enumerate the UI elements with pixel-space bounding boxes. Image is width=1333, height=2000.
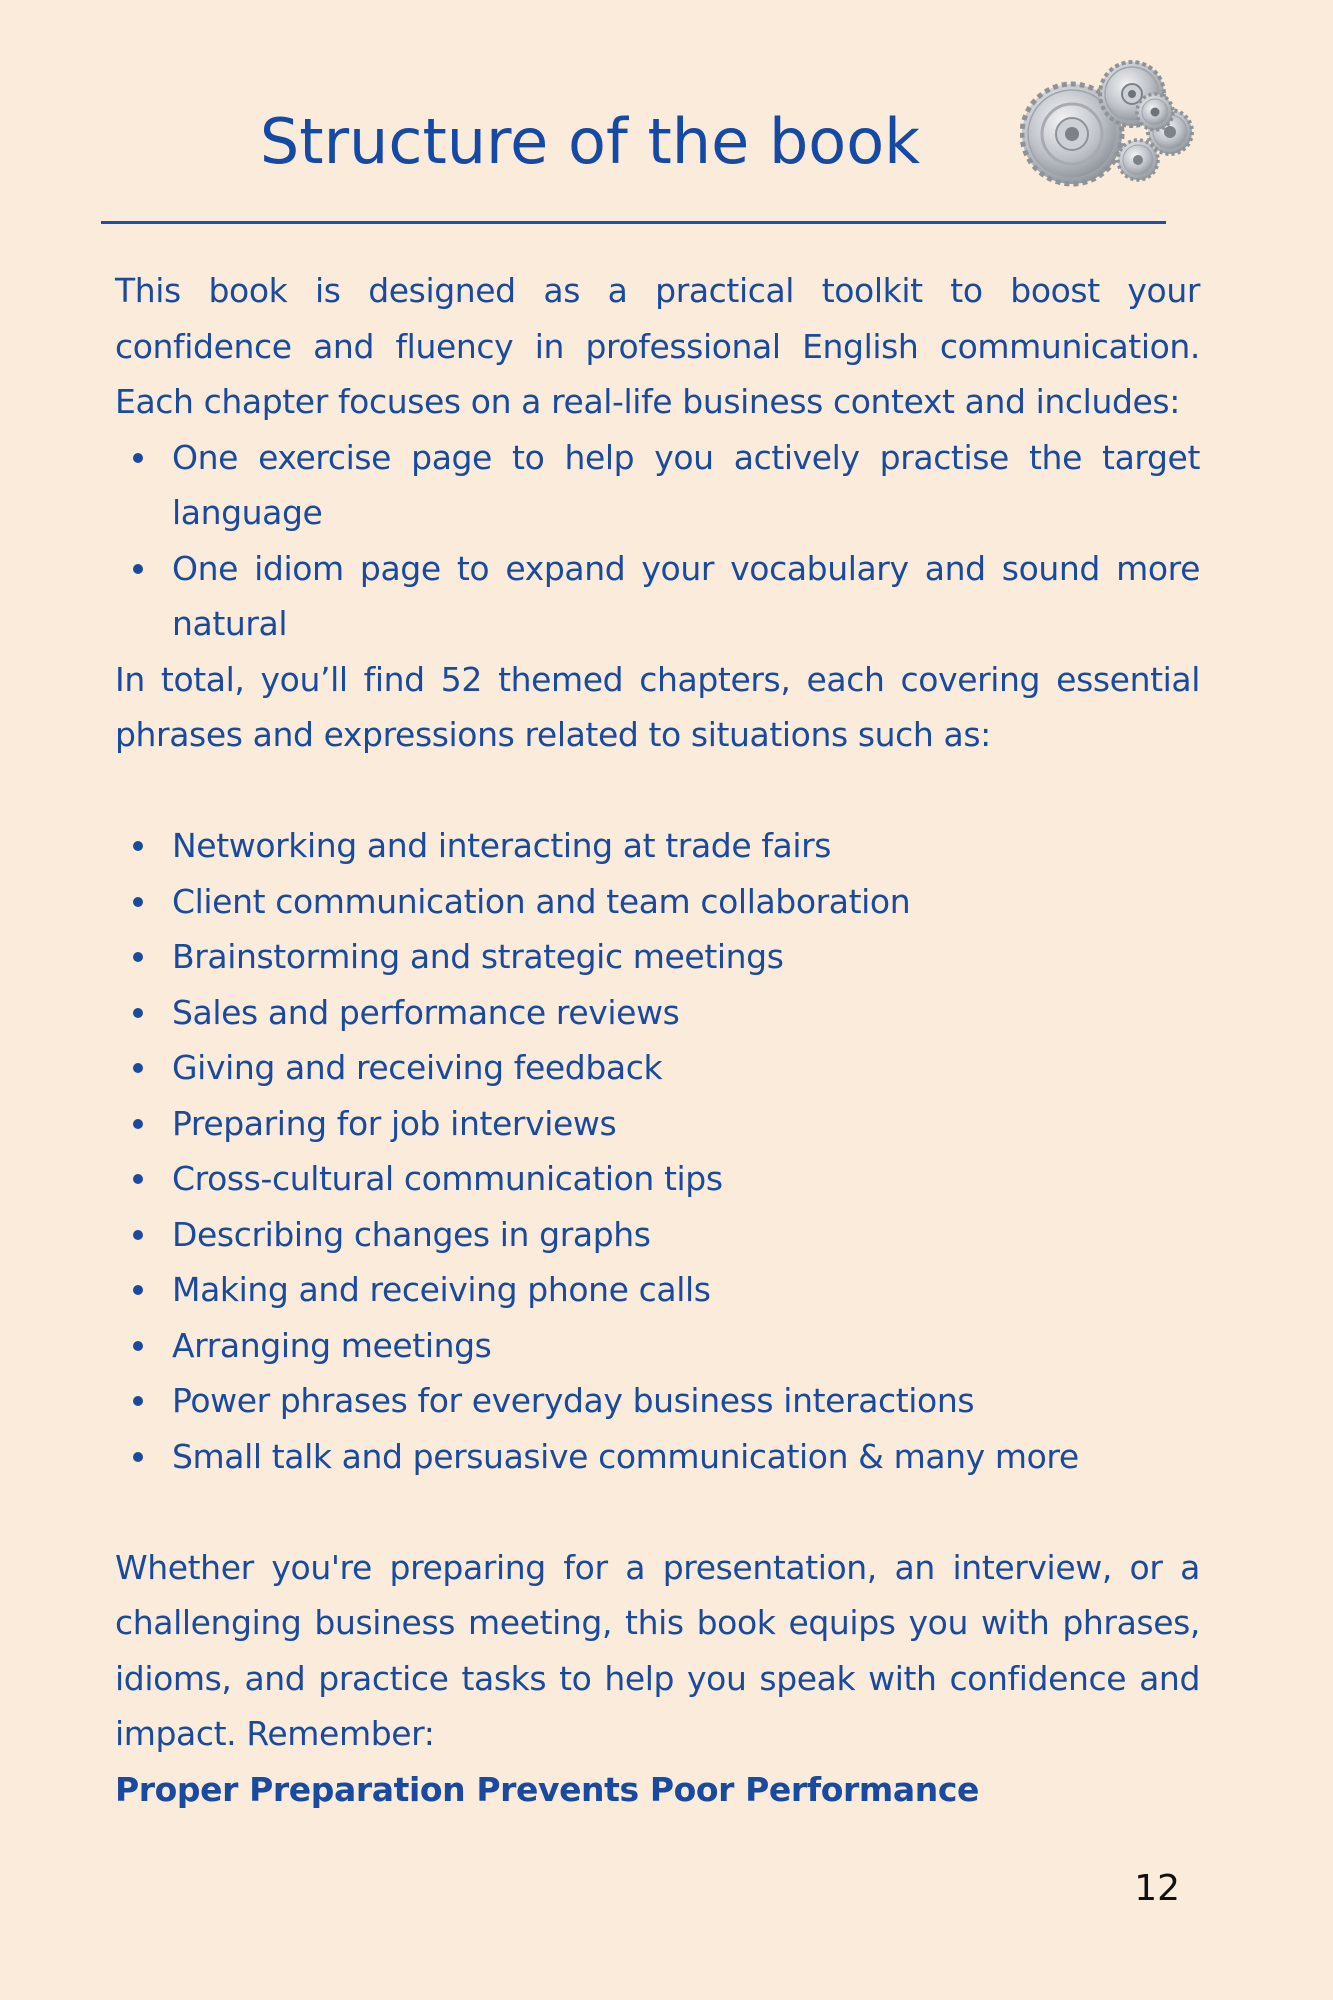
list-item: Client communication and team collaboration [115, 874, 1200, 930]
list-item: Power phrases for everyday business interactions [115, 1373, 1200, 1429]
gears-icon [1020, 52, 1198, 192]
list-item: Networking and interacting at trade fairs [115, 818, 1200, 874]
chapter-parts-list [115, 430, 1200, 652]
list-item: Cross-cultural communication tips [115, 1151, 1200, 1207]
list-item: Making and receiving phone calls [115, 1262, 1200, 1318]
page-number: 12 [1134, 1868, 1180, 1909]
list-item: Giving and receiving feedback [115, 1040, 1200, 1096]
list-item: Preparing for job interviews [115, 1096, 1200, 1152]
total-paragraph: In total, you’ll find 52 themed chapters, each covering essential phrases and expressions related to situations such as: [115, 659, 1200, 754]
motto: Proper Preparation Prevents Poor Performance [115, 1769, 979, 1809]
list-item: Describing changes in graphs [115, 1207, 1200, 1263]
list-item: Sales and performance reviews [115, 985, 1200, 1041]
body-text [115, 263, 1200, 1817]
list-item: Brainstorming and strategic meetings [115, 929, 1200, 985]
closing-paragraph: Whether you're preparing for a presentation, an interview, or a challenging business meeting, this book equips you with phrases, idioms, and practice tasks to help you speak with confidence and impact. Remember: [115, 1547, 1200, 1753]
list-item: One idiom page to expand your vocabulary and sound more natural [115, 541, 1200, 652]
page-title: Structure of the book [259, 105, 921, 178]
list-item: Small talk and persuasive communication & many more [115, 1429, 1200, 1485]
situations-list [115, 818, 1200, 1484]
list-item: One exercise page to help you actively practise the target language [115, 430, 1200, 541]
title-divider [101, 221, 1166, 224]
intro-paragraph: This book is designed as a practical toolkit to boost your confidence and fluency in professional English communication. Each chapter focuses on a real-life business context and includes: [115, 271, 1200, 421]
list-item: Arranging meetings [115, 1318, 1200, 1374]
